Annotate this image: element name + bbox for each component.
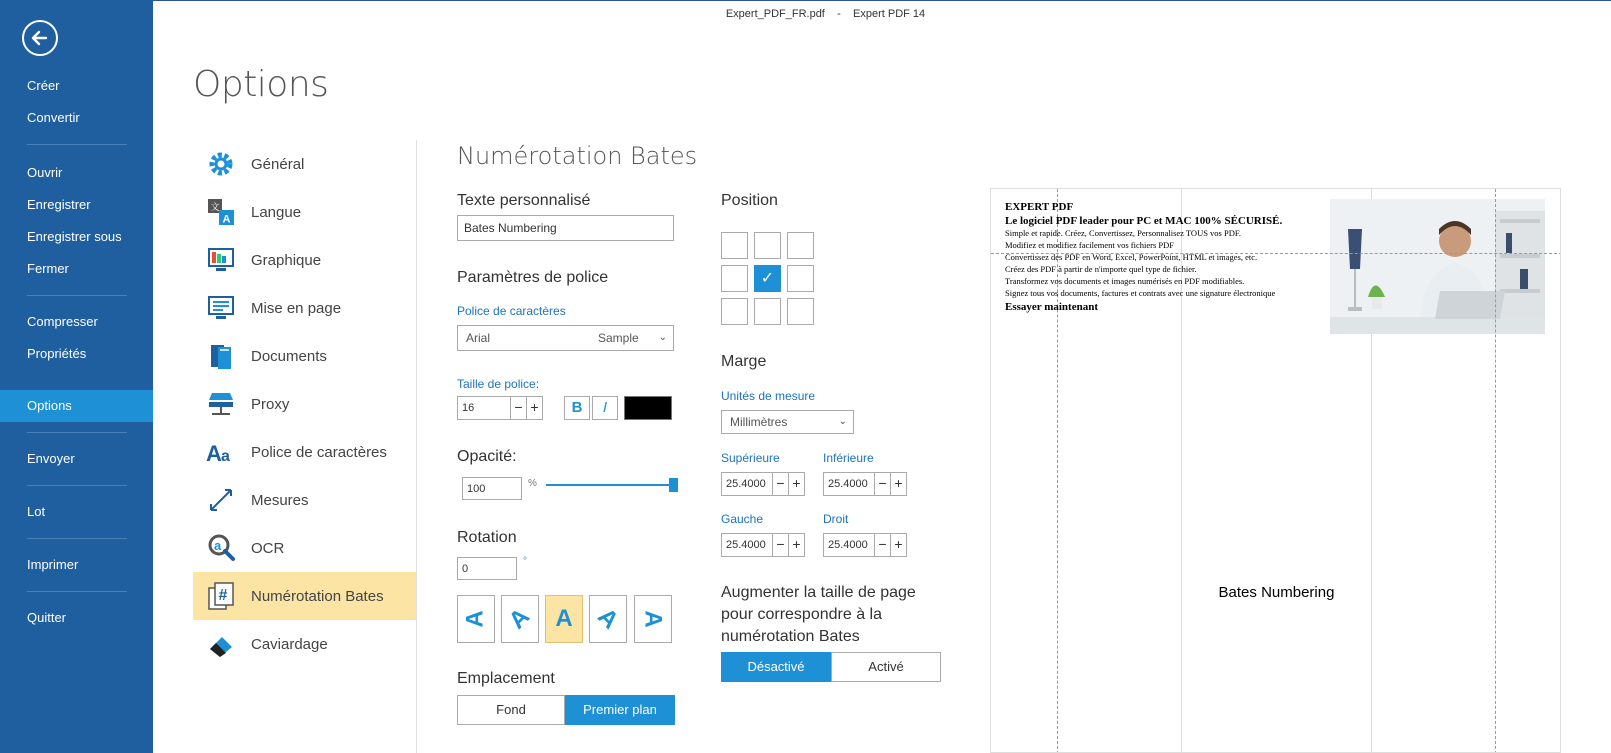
margin-right-value[interactable]: 25.4000 — [823, 533, 875, 557]
category-general[interactable] — [193, 140, 417, 188]
page-preview — [990, 188, 1561, 753]
units-value: Millimètres — [730, 415, 788, 429]
language-icon — [205, 196, 237, 228]
rotation-unit: ° — [523, 556, 527, 567]
font-params-heading: Paramètres de police — [457, 269, 609, 286]
increase-page-size-toggle — [721, 652, 941, 682]
category-documents[interactable] — [193, 332, 417, 380]
rotation-input[interactable]: 0 — [457, 557, 517, 580]
position-cell-middle-right[interactable] — [787, 265, 814, 292]
section-title: Numérotation Bates — [457, 142, 698, 170]
margin-right-stepper — [823, 533, 907, 557]
backstage-item-lot[interactable]: Lot — [27, 504, 46, 519]
bates-number-preview: Bates Numbering — [1218, 584, 1335, 601]
gear-icon — [205, 148, 237, 180]
category-mise-en-page[interactable] — [193, 284, 417, 332]
rotation-right-45-button[interactable] — [589, 595, 627, 643]
rotation-left-90-button[interactable] — [457, 595, 495, 643]
separator — [27, 144, 127, 145]
category-list — [193, 140, 417, 668]
svg-text:#: # — [218, 587, 228, 604]
increment-button[interactable]: + — [789, 472, 805, 496]
backstage-item-envoyer[interactable]: Envoyer — [27, 451, 75, 466]
position-cell-bottom-right[interactable] — [787, 298, 814, 325]
position-cell-center[interactable] — [754, 265, 781, 292]
separator — [27, 591, 127, 592]
margin-guide-right — [1495, 189, 1496, 753]
margin-left-label: Gauche — [721, 512, 764, 526]
preview-line: Simple et rapide. Créez, Convertissez, Personnalisez TOUS vos PDF. — [1005, 228, 1242, 238]
placement-background-option[interactable]: Fond — [457, 695, 565, 725]
window-app-name: Expert PDF 14 — [853, 8, 926, 20]
position-cell-middle-left[interactable] — [721, 265, 748, 292]
backstage-item-compresser[interactable]: Compresser — [27, 314, 98, 329]
backstage-item-creer[interactable]: Créer — [27, 78, 60, 93]
category-proxy[interactable] — [193, 380, 417, 428]
backstage-item-imprimer[interactable]: Imprimer — [27, 557, 79, 572]
preview-subheading: Le logiciel PDF leader pour PC et MAC 100% SÉCURISÉ. — [1005, 215, 1283, 227]
opacity-slider-track[interactable] — [546, 484, 674, 486]
units-label: Unités de mesure — [721, 389, 816, 403]
category-ocr[interactable] — [193, 524, 417, 572]
rotation-right-90-button[interactable] — [634, 595, 672, 643]
italic-button[interactable]: I — [592, 396, 618, 420]
category-label: Langue — [251, 203, 302, 221]
font-size-stepper — [457, 396, 543, 420]
rotation-glyph: A — [555, 605, 573, 632]
category-label: Proxy — [251, 395, 290, 413]
font-icon — [205, 436, 237, 468]
margin-right-label: Droit — [823, 512, 849, 526]
margin-top-label: Supérieure — [721, 451, 780, 465]
units-select[interactable] — [721, 410, 854, 434]
proxy-icon — [205, 388, 237, 420]
margin-top-value[interactable]: 25.4000 — [721, 472, 773, 496]
backstage-item-enregistrer[interactable]: Enregistrer — [27, 197, 91, 212]
layout-icon — [205, 292, 237, 324]
increment-button[interactable]: + — [891, 533, 907, 557]
margin-left-value[interactable]: 25.4000 — [721, 533, 773, 557]
font-color-swatch[interactable] — [624, 396, 672, 420]
font-family-label: Police de caractères — [457, 304, 566, 318]
window-title-separator: - — [837, 8, 841, 20]
documents-icon — [205, 340, 237, 372]
category-label: Mesures — [251, 491, 309, 509]
custom-text-heading: Texte personnalisé — [457, 192, 591, 209]
margin-top-stepper — [721, 472, 805, 496]
opacity-input[interactable]: 100 — [462, 477, 522, 500]
arrow-left-icon — [30, 28, 50, 48]
opacity-heading: Opacité: — [457, 448, 517, 465]
category-label: Numérotation Bates — [251, 587, 384, 605]
increase-off-option[interactable]: Désactivé — [721, 652, 831, 682]
placement-toggle — [457, 695, 675, 725]
preview-line: Transformez vos documents et images numérisés en PDF modifiables. — [1005, 276, 1245, 286]
margin-left-stepper — [721, 533, 805, 557]
redaction-icon — [205, 628, 237, 660]
svg-text:A: A — [222, 213, 231, 226]
position-cell-bottom-left[interactable] — [721, 298, 748, 325]
page-title: Options — [193, 64, 329, 105]
increment-button[interactable]: + — [891, 472, 907, 496]
font-size-label: Taille de police: — [457, 377, 540, 391]
placement-heading: Emplacement — [457, 670, 555, 687]
back-button[interactable] — [22, 20, 58, 56]
font-family-select[interactable] — [457, 325, 674, 351]
increase-page-size-text: Augmenter la taille de page pour correspondre à la numérotation Bates — [721, 584, 916, 645]
category-label: OCR — [251, 539, 285, 557]
top-border — [153, 0, 1611, 1]
placement-foreground-option[interactable]: Premier plan — [565, 695, 675, 725]
rotation-heading: Rotation — [457, 529, 517, 546]
preview-cta: Essayer maintenant — [1005, 301, 1098, 313]
rotation-glyph: A — [462, 610, 489, 628]
position-grid — [721, 232, 817, 328]
backstage-item-proprietes[interactable]: Propriétés — [27, 346, 87, 361]
decrement-button[interactable]: − — [511, 396, 527, 420]
category-label: Documents — [251, 347, 327, 365]
margin-bottom-value[interactable]: 25.4000 — [823, 472, 875, 496]
separator — [27, 538, 127, 539]
svg-text:A: A — [206, 441, 222, 466]
increment-button[interactable]: + — [527, 396, 543, 420]
category-label: Mise en page — [251, 299, 342, 317]
bates-icon — [205, 580, 237, 612]
preview-heading: EXPERT PDF — [1005, 201, 1074, 213]
vertical-divider — [416, 140, 417, 753]
chevron-down-icon: ⌄ — [658, 332, 667, 343]
custom-text-input[interactable] — [457, 215, 674, 241]
preview-line: Signez tous vos documents, factures et contrats avec une signature électronique — [1005, 288, 1276, 298]
category-label: Caviardage — [251, 635, 328, 653]
bold-button[interactable]: B — [564, 396, 590, 420]
backstage-item-ouvrir[interactable]: Ouvrir — [27, 165, 63, 180]
font-size-value[interactable]: 16 — [457, 396, 511, 420]
preview-text-block — [1005, 201, 1282, 313]
separator — [27, 485, 127, 486]
margin-heading: Marge — [721, 353, 767, 370]
check-icon: ✓ — [760, 270, 775, 287]
decrement-button[interactable]: − — [773, 533, 789, 557]
preview-line: Créez des PDF à partir de n'importe quel type de fichier. — [1005, 264, 1197, 274]
margin-bottom-stepper — [823, 472, 907, 496]
position-cell-top-center[interactable] — [754, 232, 781, 259]
backstage-sidebar — [0, 0, 153, 753]
rotation-glyph: A — [640, 610, 667, 628]
monitor-icon — [205, 244, 237, 276]
increase-on-option[interactable]: Activé — [831, 652, 941, 682]
window-file-name: Expert_PDF_FR.pdf — [725, 8, 825, 20]
backstage-item-fermer[interactable]: Fermer — [27, 261, 69, 276]
category-label: Police de caractères — [251, 443, 387, 461]
category-label: Général — [251, 155, 305, 173]
rotation-left-45-button[interactable] — [501, 595, 539, 643]
person-laptop-image — [1330, 199, 1545, 334]
ocr-icon — [205, 532, 237, 564]
category-langue[interactable] — [193, 188, 417, 236]
opacity-slider-thumb[interactable] — [669, 478, 678, 492]
window-title — [0, 8, 1611, 20]
separator — [27, 295, 127, 296]
font-family-value: Arial — [466, 331, 491, 345]
category-numerotation-bates[interactable] — [193, 572, 417, 620]
rotation-glyph: A — [592, 602, 625, 635]
preview-line: Convertissez des PDF en Word, Excel, PowerPoint, HTML et images, etc. — [1005, 252, 1258, 262]
position-heading: Position — [721, 192, 778, 209]
decrement-button[interactable]: − — [773, 472, 789, 496]
backstage-item-enregistrer-sous[interactable]: Enregistrer sous — [27, 229, 122, 244]
svg-text:文: 文 — [210, 203, 220, 213]
category-label: Graphique — [251, 251, 322, 269]
increment-button[interactable]: + — [789, 533, 805, 557]
position-cell-top-left[interactable] — [721, 232, 748, 259]
category-graphique[interactable] — [193, 236, 417, 284]
margin-bottom-label: Inférieure — [823, 451, 874, 465]
chevron-down-icon: ⌄ — [838, 416, 847, 427]
separator — [27, 432, 127, 433]
preview-line: Modifiez et modifiez facilement vos fichiers PDF — [1005, 240, 1175, 250]
backstage-item-quitter[interactable]: Quitter — [27, 610, 67, 625]
svg-text:a: a — [214, 538, 222, 553]
decrement-button[interactable]: − — [875, 472, 891, 496]
rotation-glyph: A — [503, 602, 536, 635]
opacity-unit: % — [528, 478, 537, 489]
font-sample: Sample — [598, 331, 639, 345]
rotation-0-button[interactable] — [545, 595, 583, 643]
backstage-item-options[interactable]: Options — [0, 390, 153, 422]
preview-photo — [1330, 199, 1545, 334]
backstage-item-convertir[interactable]: Convertir — [27, 110, 80, 125]
position-cell-top-right[interactable] — [787, 232, 814, 259]
decrement-button[interactable]: − — [875, 533, 891, 557]
category-mesures[interactable] — [193, 476, 417, 524]
svg-text:a: a — [221, 448, 230, 465]
position-cell-bottom-center[interactable] — [754, 298, 781, 325]
category-caviardage[interactable] — [193, 620, 417, 668]
category-police[interactable] — [193, 428, 417, 476]
measure-icon — [205, 484, 237, 516]
